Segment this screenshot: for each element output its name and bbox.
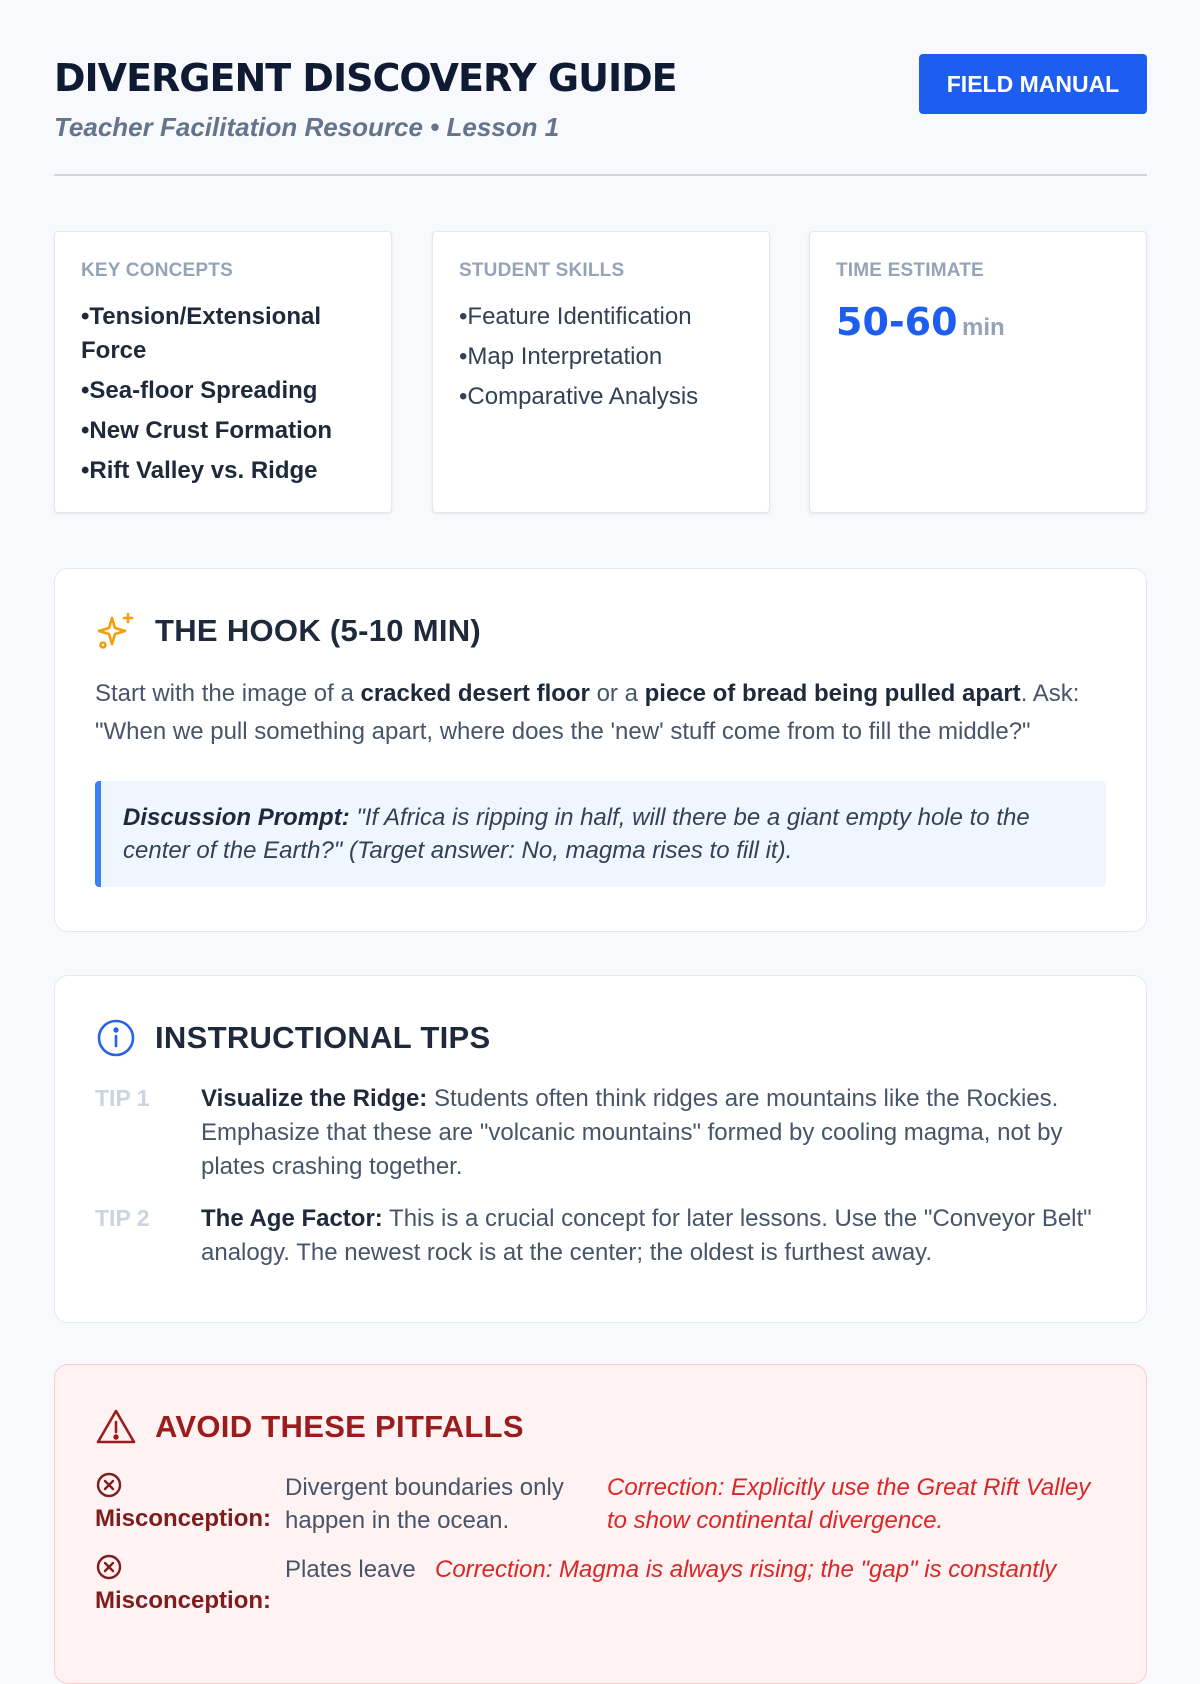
tip-body <box>201 1082 1106 1184</box>
tip-body <box>201 1202 1106 1270</box>
pitfall-item <box>95 1553 1106 1617</box>
misconception-label: Misconception: <box>95 1587 272 1614</box>
list-item: • New Crust Formation <box>81 414 365 448</box>
section-title: AVOID THESE PITFALLS <box>155 1409 524 1444</box>
discussion-prompt <box>95 781 1106 887</box>
correction-text: Correction: Explicitly use the Great Rift Valley to show continental divergence. <box>607 1474 1091 1534</box>
list-item: • Comparative Analysis <box>459 380 743 414</box>
section-title: THE HOOK (5-10 MIN) <box>155 613 482 648</box>
tip-number: TIP 2 <box>95 1205 150 1231</box>
section-header <box>95 1405 1106 1449</box>
misconception-text: Plates leave <box>285 1556 416 1583</box>
card-label: TIME ESTIMATE <box>836 260 984 281</box>
page-header <box>54 0 1147 176</box>
misconception-text: Divergent boundaries only happen in the ocean. <box>285 1474 564 1534</box>
time-unit: min <box>962 314 1005 341</box>
section-title: INSTRUCTIONAL TIPS <box>155 1020 491 1055</box>
field-manual-button[interactable]: FIELD MANUAL <box>919 54 1147 114</box>
tips-section <box>54 975 1147 1323</box>
pitfall-item <box>95 1471 1106 1537</box>
time-estimate <box>836 300 1120 344</box>
section-header <box>95 609 1106 653</box>
hook-emphasis: piece of bread being pulled apart <box>644 680 1021 707</box>
hook-section <box>54 568 1147 932</box>
tip-heading: Visualize the Ridge: <box>201 1085 428 1112</box>
prompt-text: "If Africa is ripping in half, will there be a giant empty hole to the center of the Earth?" (Target answer: No, magma rises to fill it). <box>123 804 1030 864</box>
page-title: DIVERGENT DISCOVERY GUIDE <box>54 56 677 100</box>
time-value: 50-60 <box>836 300 958 344</box>
page-subtitle: Teacher Facilitation Resource • Lesson 1 <box>54 112 560 142</box>
hook-text-part: or a <box>589 680 645 707</box>
student-skills-card <box>432 231 770 513</box>
info-icon <box>95 1017 137 1059</box>
page <box>54 0 1147 1614</box>
misconception-label: Misconception: <box>95 1505 272 1532</box>
list-item: • Rift Valley vs. Ridge <box>81 454 365 488</box>
tip-text: This is a crucial concept for later lessons. Use the "Conveyor Belt" analogy. The newest rock is at the center; the oldest is furthest away. <box>201 1205 1092 1266</box>
tip-item <box>95 1202 1106 1270</box>
summary-cards <box>54 231 1147 513</box>
tip-heading: The Age Factor: <box>201 1205 383 1232</box>
pitfall-label <box>95 1471 285 1537</box>
hook-text <box>95 675 1106 751</box>
pitfall-label <box>95 1553 285 1617</box>
hook-text-part: Start with the image of a <box>95 680 361 707</box>
x-circle-icon <box>95 1471 285 1502</box>
time-estimate-card <box>809 231 1147 513</box>
hook-text-part: . Ask: "When we pull something apart, where does the 'new' stuff come from to fill the middle?" <box>95 680 1080 745</box>
sparkles-icon <box>95 610 137 652</box>
skills-list <box>459 300 743 414</box>
pitfalls-section <box>54 1364 1147 1684</box>
hook-emphasis: cracked desert floor <box>360 680 590 707</box>
tip-number: TIP 1 <box>95 1085 150 1111</box>
warning-icon <box>95 1406 137 1448</box>
correction-text: Correction: Magma is always rising; the "gap" is constantly <box>435 1556 1057 1583</box>
tip-item <box>95 1082 1106 1184</box>
list-item: • Feature Identification <box>459 300 743 334</box>
section-header <box>95 1016 1106 1060</box>
concepts-list <box>81 300 365 488</box>
tip-text: Students often think ridges are mountains like the Rockies. Emphasize that these are "volcanic mountains" formed by cooling magma, not by plates crashing together. <box>201 1085 1063 1180</box>
list-item: • Tension/Extensional Force <box>81 300 365 368</box>
prompt-label: Discussion Prompt: <box>123 804 350 831</box>
key-concepts-card <box>54 231 392 513</box>
x-circle-icon <box>95 1553 285 1584</box>
list-item: • Sea-floor Spreading <box>81 374 365 408</box>
list-item: • Map Interpretation <box>459 340 743 374</box>
card-label: STUDENT SKILLS <box>459 260 625 281</box>
card-label: KEY CONCEPTS <box>81 260 233 281</box>
